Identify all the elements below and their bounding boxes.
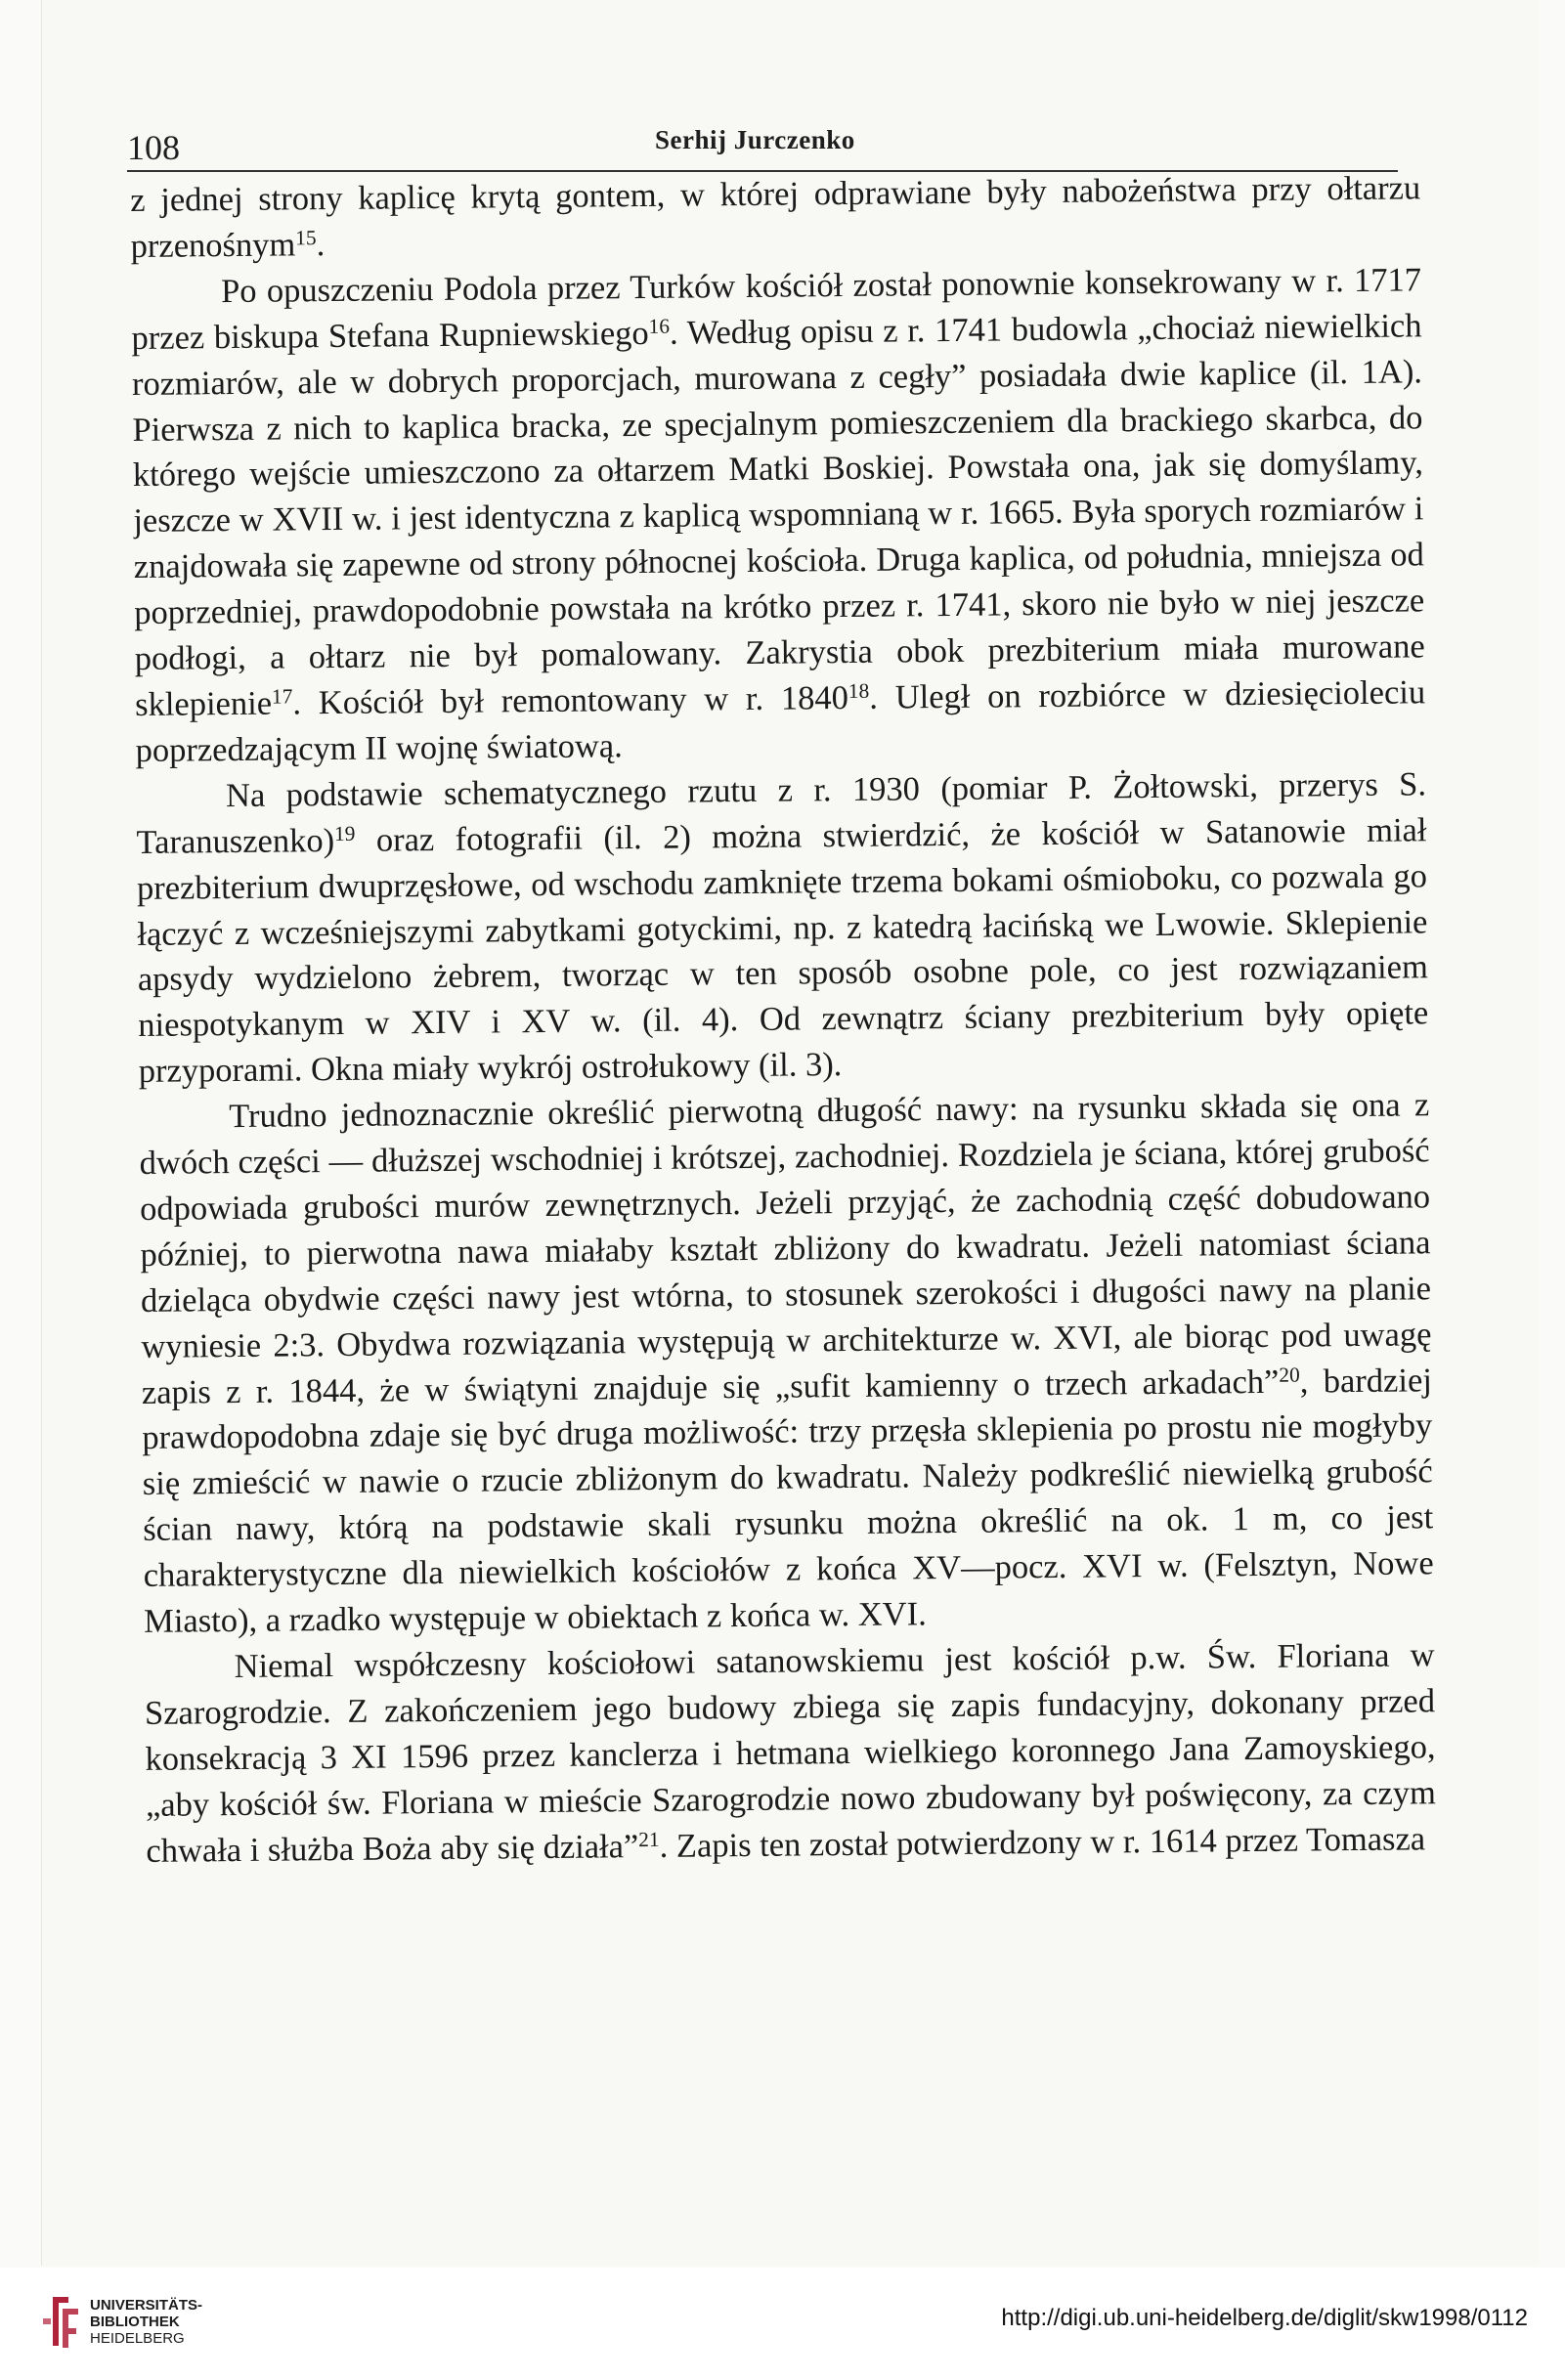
paragraph-text: , bardziej prawdopodobna zdaje się być druga możliwość: trzy przęsła sklepienia po prostu nie mogłyby się zmieścić w nawie o rzucie zbliżonym do kwadratu. Należy podkreślić niewielką grubość ścian nawy, którą na podstawie skali rysunku można określić na ok. 1 m, co jest charakterystyczne dla niewielkich kościołów z końca XV—pocz. XVI w. (Felsztyn, Nowe Miasto), a rzadko występuje w obiektach z końca w. XVI. [142, 1361, 1434, 1641]
library-name-line-1: UNIVERSITÄTS- [90, 2297, 203, 2314]
paragraph [136, 761, 1429, 1095]
library-name-line-2: BIBLIOTHEK [90, 2314, 180, 2330]
paragraph [131, 257, 1426, 774]
paragraph [144, 1632, 1436, 1874]
footnote-reference: 16 [648, 314, 671, 338]
footnote-reference: 18 [848, 679, 870, 704]
footnote-reference: 19 [333, 821, 356, 846]
paragraph-text: Po opuszczeniu Podola przez Turków kościół został ponownie konsekrowany w r. 1717 przez biskupa Stefana Rupniewskiego [131, 261, 1422, 357]
paragraph [130, 165, 1421, 269]
permalink-url[interactable]: http://digi.ub.uni-heidelberg.de/diglit/skw1998/0112 [1001, 2305, 1528, 2331]
library-name [90, 2297, 202, 2347]
footnote-reference: 17 [271, 684, 293, 709]
library-name-line-3: HEIDELBERG [90, 2330, 185, 2347]
page-number: 108 [127, 128, 180, 167]
paragraph-text: z jednej strony kaplicę krytą gontem, w której odprawiane były nabożeństwa przy ołtarzu przenośnym [130, 169, 1421, 265]
paragraph-text: . [316, 225, 326, 264]
paragraph-text: Trudno jednoznacznie określić pierwotną długość nawy: na rysunku składa się ona z dwóch części — dłuższej wschodniej i krótszej, zachodniej. Rozdziela je ściana, której grubość odpowiada grubości murów zewnętrznych. Jeżeli przyjąć, że zachodnią część dobudowano później, to pierwotna nawa miałaby kształt zbliżony do kwadratu. Jeżeli natomiast ściana dzieląca obydwie części nawy jest wtórna, to stosunek szerokości i długości nawy na planie wyniesie 2:3. Obydwa rozwiązania występują w architekturze w. XVI, ale biorąc pod uwagę zapis z r. 1844, że w świątyni znajduje się „sufit kamienny o trzech arkadach” [139, 1086, 1432, 1411]
paragraph-text: . Zapis ten został potwierdzony w r. 1614 przez Tomasza [659, 1819, 1426, 1865]
paragraph-text: Niemal współczesny kościołowi satanowskiemu jest kościół p.w. Św. Floriana w Szarogrodzie. Z zakończeniem jego budowy zbiega się zapis fundacyjny, dokonany przed konsekracją 3 XI 1596 przez kanclerza i hetmana wielkiego koronnego Jana Zamoyskiego, „aby kościół św. Floriana w mieście Szarogrodzie nowo zbudowany był poświęcony, za czym chwała i służba Boża aby się działa” [144, 1636, 1437, 1870]
paragraph-text: Na podstawie schematycznego rzutu z r. 1930 (pomiar P. Żołtowski, przerys S. Taranuszenko) [136, 765, 1427, 861]
footnote-reference: 15 [295, 226, 317, 250]
paragraph [139, 1082, 1434, 1645]
page-header [127, 119, 1398, 172]
footnote-reference: 21 [638, 1827, 660, 1852]
paragraph-text: . Według opisu z r. 1741 budowla „chociaż niewielkich rozmiarów, ale w dobrych proporcjach, murowana z cegły” posiadała dwie kaplice (il. 1A). Pierwsza z nich to kaplica bracka, ze specjalnym pomieszczeniem dla brackiego skarbca, do którego wejście umieszczono za ołtarzem Matki Boskiej. Powstała ona, jak się domyślamy, jeszcze w XVII w. i jest identyczna z kaplicą wspomnianą w r. 1665. Była sporych rozmiarów i znajdowała się zapewne od strony północnej kościoła. Druga kaplica, od południa, mniejsza od poprzedniej, prawdopodobnie powstała na krótko przez r. 1741, skoro nie było w niej jeszcze podłogi, a ołtarz nie był pomalowany. Zakrystia obok prezbiterium miała murowane sklepienie [131, 307, 1425, 723]
running-head-author: Serhij Jurczenko [655, 125, 855, 154]
library-logo-icon [39, 2293, 86, 2352]
paragraph-text: oraz fotografii (il. 2) można stwierdzić, że kościół w Satanowie miał prezbiterium dwuprzęsłowe, od wschodu zamknięte trzema bokami ośmioboku, co pozwala go łączyć z wcześniejszymi zabytkami gotyckimi, np. z katedrą łacińską we Lwowie. Sklepienie apsydy wydzielono żebrem, tworząc w ten sposób osobne pole, co jest rozwiązaniem niespotykanym w XIV i XV w. (il. 4). Od zewnątrz ściany prezbiterium były opięte przyporami. Okna miały wykrój ostrołukowy (il. 3). [136, 810, 1429, 1091]
paragraph-text: . Uległ on rozbiórce w dziesięcioleciu poprzedzającym II wojnę światową. [135, 673, 1426, 769]
paragraph-text: . Kościół był remontowany w r. 1840 [292, 678, 849, 722]
digitization-footer [0, 2268, 1565, 2380]
footnote-reference: 20 [1279, 1363, 1300, 1387]
article-body-text [130, 165, 1440, 2191]
